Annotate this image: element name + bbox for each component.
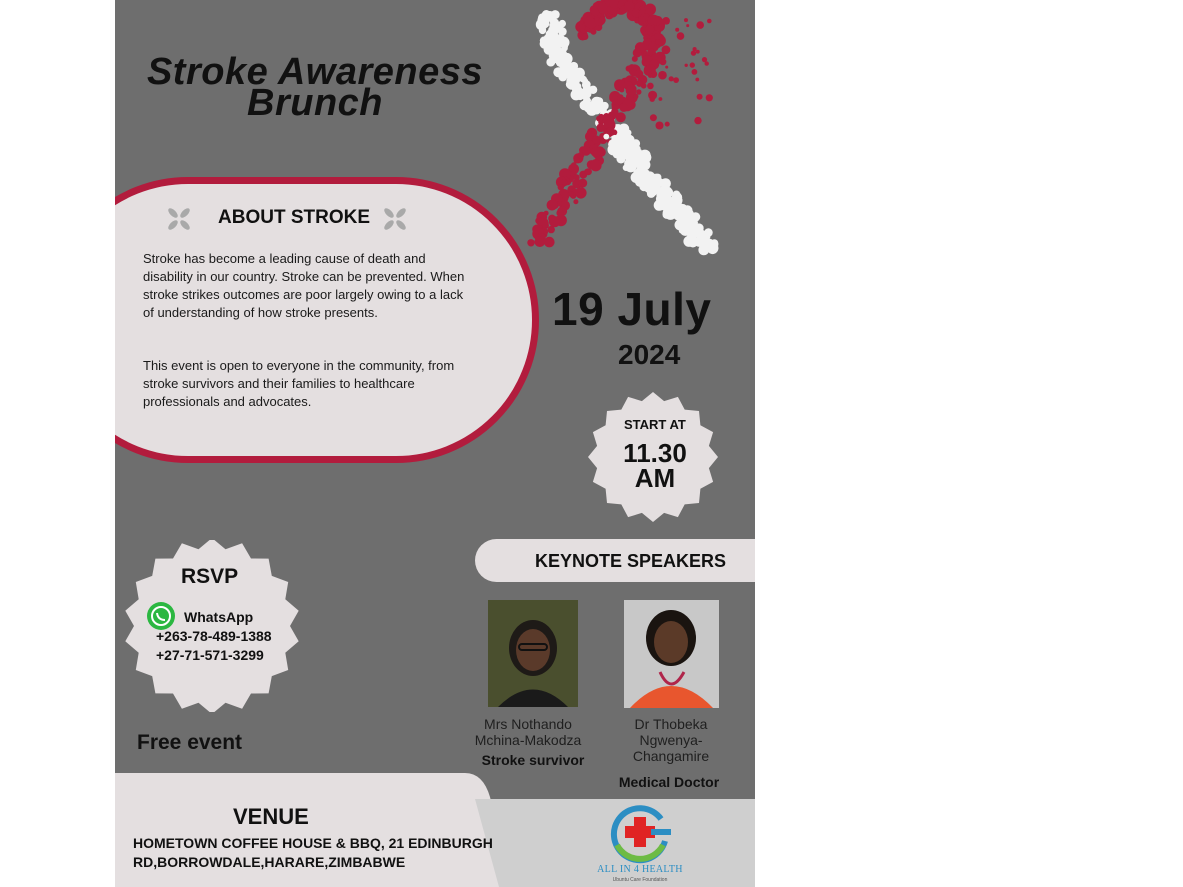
event-date-day: 19 July	[552, 283, 712, 335]
event-title-line-1: Stroke Awareness	[146, 51, 484, 93]
speaker-1-role: Stroke survivor	[481, 752, 585, 768]
speaker-1-photo	[488, 600, 578, 707]
start-time-hour: 11.30	[623, 438, 687, 468]
all-in-4-health-logo-icon	[605, 801, 675, 865]
venue-title: VENUE	[233, 804, 309, 829]
keynote-speakers-heading: KEYNOTE SPEAKERS	[535, 551, 727, 571]
venue-address: HOMETOWN COFFEE HOUSE & BBQ, 21 EDINBURGH RD,BORROWDALE,HARARE,ZIMBABWE	[133, 835, 493, 870]
about-stroke-heading: ABOUT STROKE	[218, 207, 370, 228]
event-poster	[115, 0, 755, 887]
speaker-2-name: Dr Thobeka Ngwenya-Changamire	[632, 716, 710, 764]
event-date-year: 2024	[618, 339, 681, 370]
about-paragraph-2: This event is open to everyone in the community, from stroke survivors and their families to healthcare professionals and advocates.	[143, 358, 455, 409]
flower-icon	[383, 207, 407, 231]
whatsapp-label: WhatsApp	[184, 609, 254, 625]
event-title-line-2: Brunch	[247, 82, 383, 124]
whatsapp-icon[interactable]	[146, 601, 176, 631]
rsvp-phone-2[interactable]: +27-71-571-3299	[156, 647, 264, 663]
event-title	[115, 51, 515, 124]
rsvp-phone-1[interactable]: +263-78-489-1388	[156, 628, 272, 644]
flower-icon	[167, 207, 191, 231]
logo-name: ALL IN 4 HEALTH	[597, 864, 683, 875]
free-event-label: Free event	[137, 731, 243, 754]
about-paragraph-1: Stroke has become a leading cause of death and disability in our country. Stroke can be prevented. When stroke strikes outcomes are poor largely owing to a lack of understanding of how stroke presents.	[143, 251, 465, 320]
logo-tagline: Ubuntu Care Foundation	[612, 877, 668, 883]
start-time-ampm: AM	[634, 463, 676, 493]
speaker-1-name: Mrs Nothando Mchina-Makodza	[474, 716, 582, 748]
start-time-value	[605, 438, 705, 493]
speaker-2-role: Medical Doctor	[618, 774, 720, 790]
start-time-label: START AT	[624, 417, 686, 432]
awareness-ribbon-icon	[520, 0, 720, 260]
rsvp-title: RSVP	[181, 565, 239, 588]
speaker-2-photo	[624, 600, 719, 708]
